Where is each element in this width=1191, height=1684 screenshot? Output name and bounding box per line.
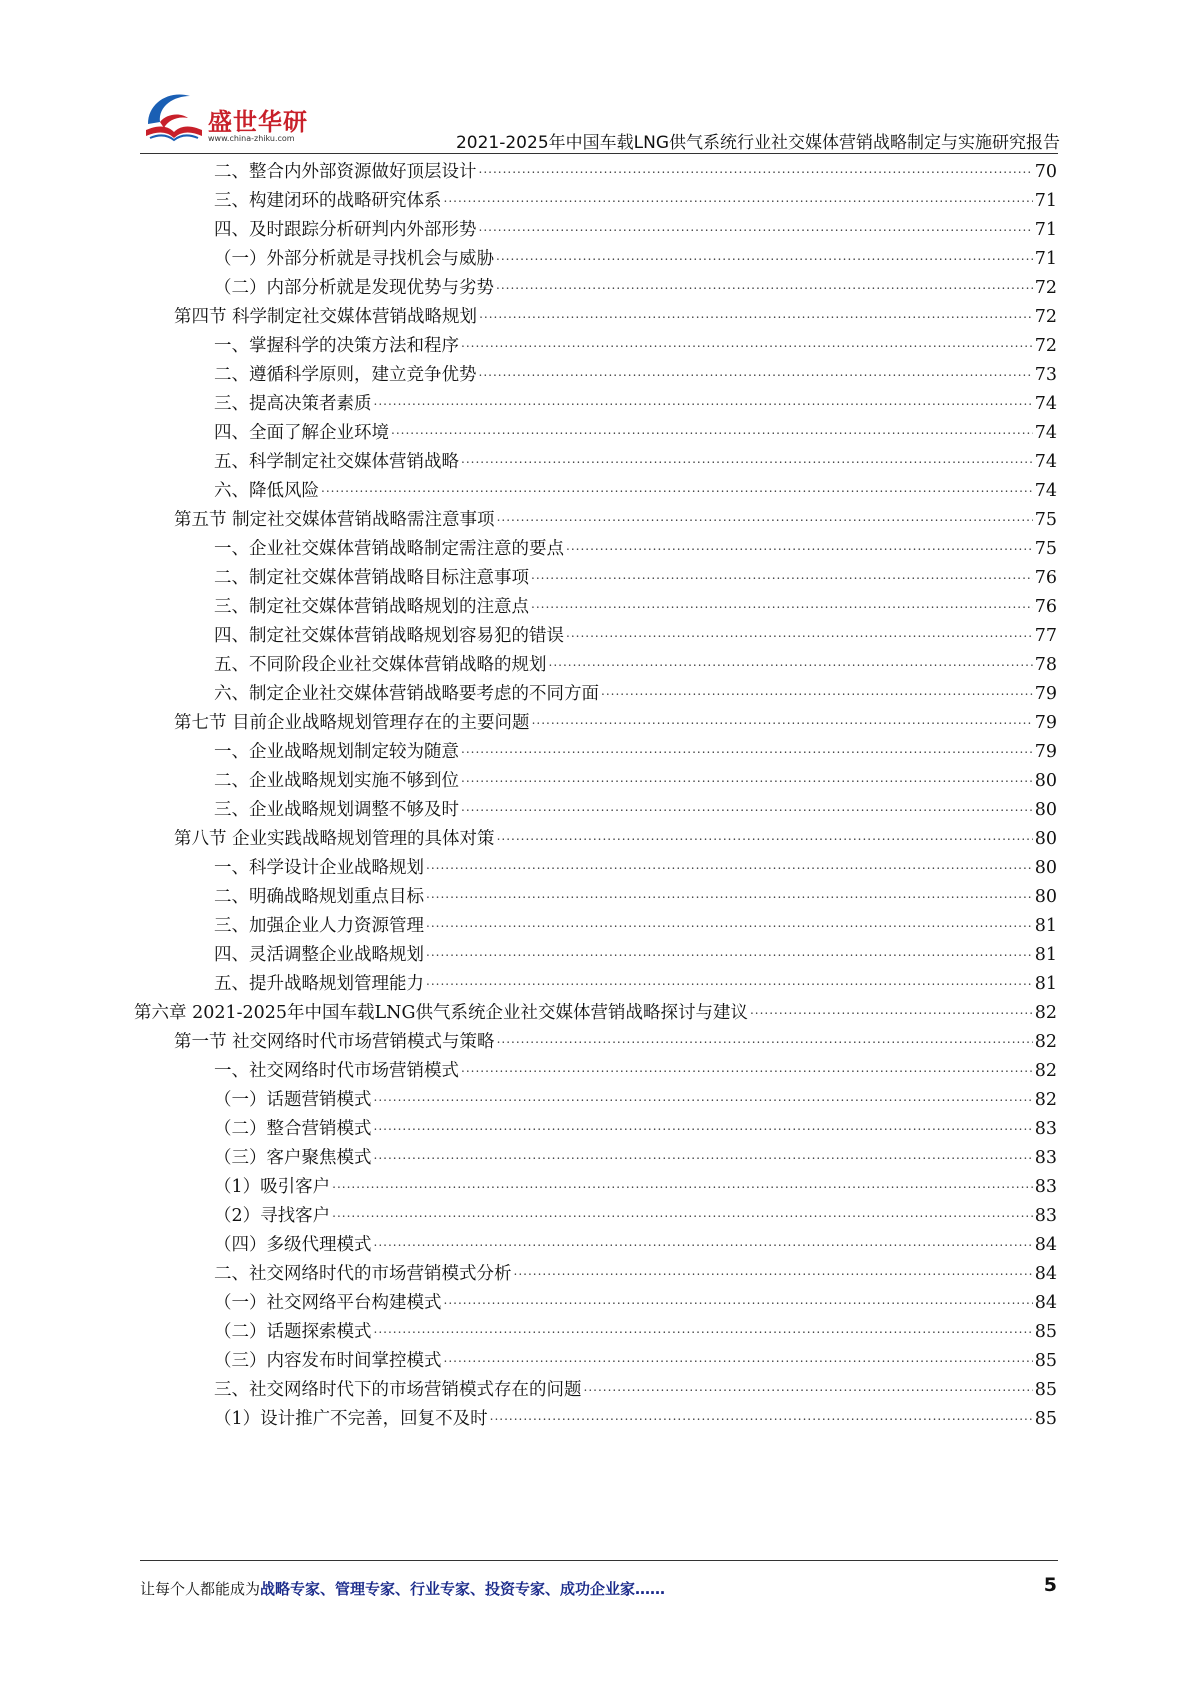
toc-leader-dots	[497, 1028, 1033, 1053]
toc-leader-dots	[332, 1202, 1033, 1227]
toc-entry-page: 80	[1034, 829, 1057, 849]
toc-entry-page: 71	[1034, 249, 1057, 269]
toc-entry-label: 一、企业战略规划制定较为随意	[214, 742, 459, 762]
toc-entry-label: 六、降低风险	[214, 481, 319, 501]
toc-entry-label: 四、制定社交媒体营销战略规划容易犯的错误	[214, 626, 564, 646]
toc-leader-dots	[584, 1376, 1033, 1401]
toc-entry[interactable]	[214, 413, 1057, 444]
toc-entry-page: 82	[1034, 1032, 1057, 1052]
toc-entry-page: 78	[1034, 655, 1057, 675]
toc-entry-page: 75	[1034, 510, 1057, 530]
toc-entry-page: 83	[1034, 1148, 1057, 1168]
toc-entry[interactable]	[214, 790, 1057, 821]
toc-entry-label: 二、整合内外部资源做好顶层设计	[214, 162, 477, 182]
toc-leader-dots	[444, 1289, 1033, 1314]
toc-entry-label: 第七节 目前企业战略规划管理存在的主要问题	[174, 713, 530, 733]
toc-entry-label: 二、制定社交媒体营销战略目标注意事项	[214, 568, 529, 588]
toc-entry-page: 80	[1034, 771, 1057, 791]
toc-entry-label: 五、科学制定社交媒体营销战略	[214, 452, 459, 472]
toc-entry[interactable]	[214, 210, 1057, 241]
toc-entry[interactable]	[214, 1138, 1057, 1169]
toc-entry-page: 76	[1034, 597, 1057, 617]
toc-entry-label: （二）话题探索模式	[214, 1322, 372, 1342]
page-number: 5	[1043, 1574, 1057, 1596]
logo-name: 盛世华研	[208, 108, 308, 136]
toc-entry-label: 一、科学设计企业战略规划	[214, 858, 424, 878]
toc-leader-dots	[374, 390, 1033, 415]
toc-entry[interactable]	[214, 1254, 1057, 1285]
toc-entry[interactable]	[214, 1312, 1057, 1343]
toc-entry-label: 二、社交网络时代的市场营销模式分析	[214, 1264, 512, 1284]
toc-entry-page: 73	[1034, 365, 1057, 385]
toc-leader-dots	[497, 825, 1033, 850]
toc-leader-dots	[514, 1260, 1033, 1285]
toc-entry-label: （四）多级代理模式	[214, 1235, 372, 1255]
toc-entry[interactable]	[214, 935, 1057, 966]
toc-entry-label: 五、提升战略规划管理能力	[214, 974, 424, 994]
company-logo	[140, 84, 340, 144]
toc-entry-label: 一、社交网络时代市场营销模式	[214, 1061, 459, 1081]
toc-entry[interactable]	[214, 384, 1057, 415]
toc-entry-page: 83	[1034, 1119, 1057, 1139]
toc-entry-label: （一）话题营销模式	[214, 1090, 372, 1110]
toc-entry-label: 六、制定企业社交媒体营销战略要考虑的不同方面	[214, 684, 599, 704]
toc-entry-page: 81	[1034, 916, 1057, 936]
toc-entry-page: 79	[1034, 684, 1057, 704]
toc-entry-page: 85	[1034, 1380, 1057, 1400]
toc-leader-dots	[461, 332, 1033, 357]
toc-leader-dots	[461, 448, 1033, 473]
toc-entry[interactable]	[214, 1370, 1057, 1401]
toc-entry-label: 第六章 2021-2025年中国车载LNG供气系统企业社交媒体营销战略探讨与建议	[134, 1003, 748, 1023]
toc-leader-dots	[374, 1115, 1033, 1140]
toc-entry-label: （1）设计推广不完善，回复不及时	[214, 1409, 488, 1429]
toc-entry[interactable]	[214, 906, 1057, 937]
toc-entry-label: 第五节 制定社交媒体营销战略需注意事项	[174, 510, 495, 530]
toc-leader-dots	[374, 1144, 1033, 1169]
toc-entry[interactable]	[214, 268, 1057, 299]
toc-entry-page: 74	[1034, 423, 1057, 443]
toc-leader-dots	[461, 1057, 1033, 1082]
toc-entry-page: 82	[1034, 1003, 1057, 1023]
toc-entry-page: 81	[1034, 974, 1057, 994]
toc-entry-label: （1）吸引客户	[214, 1177, 331, 1197]
toc-entry-label: 第四节 科学制定社交媒体营销战略规划	[174, 307, 478, 327]
toc-entry[interactable]	[214, 471, 1057, 502]
toc-entry-page: 84	[1034, 1293, 1057, 1313]
toc-entry-page: 84	[1034, 1235, 1057, 1255]
page-header	[140, 80, 1060, 153]
toc-entry[interactable]	[214, 239, 1057, 270]
toc-entry[interactable]	[214, 1283, 1057, 1314]
toc-entry-page: 80	[1034, 887, 1057, 907]
toc-entry-page: 85	[1034, 1409, 1057, 1429]
toc-leader-dots	[496, 245, 1033, 270]
toc-entry[interactable]	[214, 558, 1057, 589]
toc-entry-label: 三、构建闭环的战略研究体系	[214, 191, 442, 211]
toc-leader-dots	[531, 564, 1033, 589]
toc-entry-label: 一、企业社交媒体营销战略制定需注意的要点	[214, 539, 564, 559]
toc-entry[interactable]	[214, 761, 1057, 792]
toc-entry-label: 四、及时跟踪分析研判内外部形势	[214, 220, 477, 240]
toc-leader-dots	[461, 738, 1033, 763]
toc-leader-dots	[479, 158, 1033, 183]
toc-entry[interactable]	[214, 181, 1057, 212]
toc-entry-label: 一、掌握科学的决策方法和程序	[214, 336, 459, 356]
toc-entry[interactable]	[174, 500, 1057, 531]
toc-entry-page: 79	[1034, 713, 1057, 733]
toc-entry[interactable]	[214, 1051, 1057, 1082]
toc-entry-label: （一）外部分析就是寻找机会与威胁	[214, 249, 494, 269]
toc-entry[interactable]	[214, 848, 1057, 879]
toc-leader-dots	[461, 767, 1033, 792]
toc-leader-dots	[321, 477, 1033, 502]
toc-entry-label: （二）内部分析就是发现优势与劣势	[214, 278, 494, 298]
toc-entry-label: （2）寻找客户	[214, 1206, 331, 1226]
toc-leader-dots	[374, 1231, 1033, 1256]
toc-leader-dots	[426, 912, 1033, 937]
toc-entry[interactable]	[134, 993, 1057, 1024]
toc-leader-dots	[479, 303, 1033, 328]
toc-leader-dots	[426, 970, 1033, 995]
footer-divider	[140, 1560, 1058, 1561]
toc-entry-label: 三、加强企业人力资源管理	[214, 916, 424, 936]
toc-entry-label: 四、灵活调整企业战略规划	[214, 945, 424, 965]
footer-slogan-accent: 战略专家、管理专家、行业专家、投资专家、成功企业家……	[260, 1580, 666, 1598]
toc-entry-label: 四、全面了解企业环境	[214, 423, 389, 443]
toc-entry[interactable]	[214, 732, 1057, 763]
toc-entry-label: 五、不同阶段企业社交媒体营销战略的规划	[214, 655, 547, 675]
toc-entry[interactable]	[214, 674, 1057, 705]
toc-leader-dots	[391, 419, 1033, 444]
toc-entry-label: 三、提高决策者素质	[214, 394, 372, 414]
toc-entry-page: 81	[1034, 945, 1057, 965]
toc-entry[interactable]	[214, 1080, 1057, 1111]
toc-entry[interactable]	[214, 326, 1057, 357]
toc-entry[interactable]	[214, 1399, 1057, 1430]
toc-leader-dots	[426, 854, 1033, 879]
toc-entry-label: 第一节 社交网络时代市场营销模式与策略	[174, 1032, 495, 1052]
toc-entry-page: 82	[1034, 1061, 1057, 1081]
toc-entry-label: 第八节 企业实践战略规划管理的具体对策	[174, 829, 495, 849]
toc-entry[interactable]	[214, 877, 1057, 908]
toc-entry-page: 74	[1034, 481, 1057, 501]
toc-entry-page: 82	[1034, 1090, 1057, 1110]
toc-leader-dots	[549, 651, 1033, 676]
toc-entry[interactable]	[174, 819, 1057, 850]
toc-entry-label: 二、遵循科学原则，建立竞争优势	[214, 365, 477, 385]
toc-entry-label: （二）整合营销模式	[214, 1119, 372, 1139]
toc-entry-label: 三、社交网络时代下的市场营销模式存在的问题	[214, 1380, 582, 1400]
toc-leader-dots	[601, 680, 1033, 705]
toc-leader-dots	[374, 1086, 1033, 1111]
toc-leader-dots	[566, 622, 1033, 647]
toc-leader-dots	[426, 883, 1033, 908]
toc-entry[interactable]	[214, 964, 1057, 995]
toc-leader-dots	[444, 1347, 1033, 1372]
toc-leader-dots	[532, 709, 1033, 734]
toc-entry[interactable]	[214, 152, 1057, 183]
toc-entry-page: 80	[1034, 800, 1057, 820]
toc-entry[interactable]	[214, 645, 1057, 676]
toc-entry-page: 85	[1034, 1322, 1057, 1342]
toc-leader-dots	[444, 187, 1033, 212]
toc-entry[interactable]	[174, 297, 1057, 328]
toc-entry[interactable]	[214, 442, 1057, 473]
toc-entry[interactable]	[214, 587, 1057, 618]
toc-entry-label: 二、企业战略规划实施不够到位	[214, 771, 459, 791]
toc-leader-dots	[566, 535, 1033, 560]
toc-entry[interactable]	[174, 1022, 1057, 1053]
toc-entry-page: 85	[1034, 1351, 1057, 1371]
toc-leader-dots	[479, 361, 1033, 386]
toc-entry-page: 71	[1034, 220, 1057, 240]
toc-entry-label: （三）客户聚焦模式	[214, 1148, 372, 1168]
toc-leader-dots	[479, 216, 1033, 241]
toc-entry-page: 74	[1034, 394, 1057, 414]
toc-leader-dots	[461, 796, 1033, 821]
toc-entry-page: 72	[1034, 307, 1057, 327]
toc-entry[interactable]	[214, 355, 1057, 386]
footer-slogan	[140, 1578, 665, 1599]
toc-entry[interactable]	[214, 1196, 1057, 1227]
toc-leader-dots	[750, 999, 1033, 1024]
toc-leader-dots	[332, 1173, 1033, 1198]
toc-leader-dots	[531, 593, 1033, 618]
toc-entry-page: 80	[1034, 858, 1057, 878]
toc-entry-page: 83	[1034, 1206, 1057, 1226]
toc-entry-page: 77	[1034, 626, 1057, 646]
toc-entry-page: 71	[1034, 191, 1057, 211]
toc-entry-page: 72	[1034, 336, 1057, 356]
toc-entry[interactable]	[214, 1225, 1057, 1256]
toc-entry-page: 84	[1034, 1264, 1057, 1284]
toc-entry-label: 二、明确战略规划重点目标	[214, 887, 424, 907]
toc-entry[interactable]	[214, 529, 1057, 560]
toc-entry-label: （三）内容发布时间掌控模式	[214, 1351, 442, 1371]
toc-leader-dots	[490, 1405, 1033, 1430]
toc-entry-page: 83	[1034, 1177, 1057, 1197]
document-title: 2021-2025年中国车载LNG供气系统行业社交媒体营销战略制定与实施研究报告	[455, 133, 1060, 153]
toc-entry[interactable]	[174, 703, 1057, 734]
toc-entry[interactable]	[214, 1109, 1057, 1140]
toc-entry[interactable]	[214, 1167, 1057, 1198]
toc-entry[interactable]	[214, 616, 1057, 647]
toc-entry-page: 70	[1034, 162, 1057, 182]
logo-url: www.china-zhiku.com	[208, 134, 295, 143]
toc-entry-page: 74	[1034, 452, 1057, 472]
toc-entry-label: 三、企业战略规划调整不够及时	[214, 800, 459, 820]
footer-slogan-prefix: 让每个人都能成为	[140, 1580, 261, 1598]
toc-leader-dots	[426, 941, 1033, 966]
toc-leader-dots	[497, 506, 1033, 531]
toc-entry-page: 76	[1034, 568, 1057, 588]
toc-leader-dots	[374, 1318, 1033, 1343]
toc-entry[interactable]	[214, 1341, 1057, 1372]
toc-entry-page: 75	[1034, 539, 1057, 559]
toc-entry-label: （一）社交网络平台构建模式	[214, 1293, 442, 1313]
toc-leader-dots	[496, 274, 1033, 299]
logo-emblem-icon	[140, 84, 206, 144]
toc-entry-page: 72	[1034, 278, 1057, 298]
toc-entry-label: 三、制定社交媒体营销战略规划的注意点	[214, 597, 529, 617]
toc-entry-page: 79	[1034, 742, 1057, 762]
